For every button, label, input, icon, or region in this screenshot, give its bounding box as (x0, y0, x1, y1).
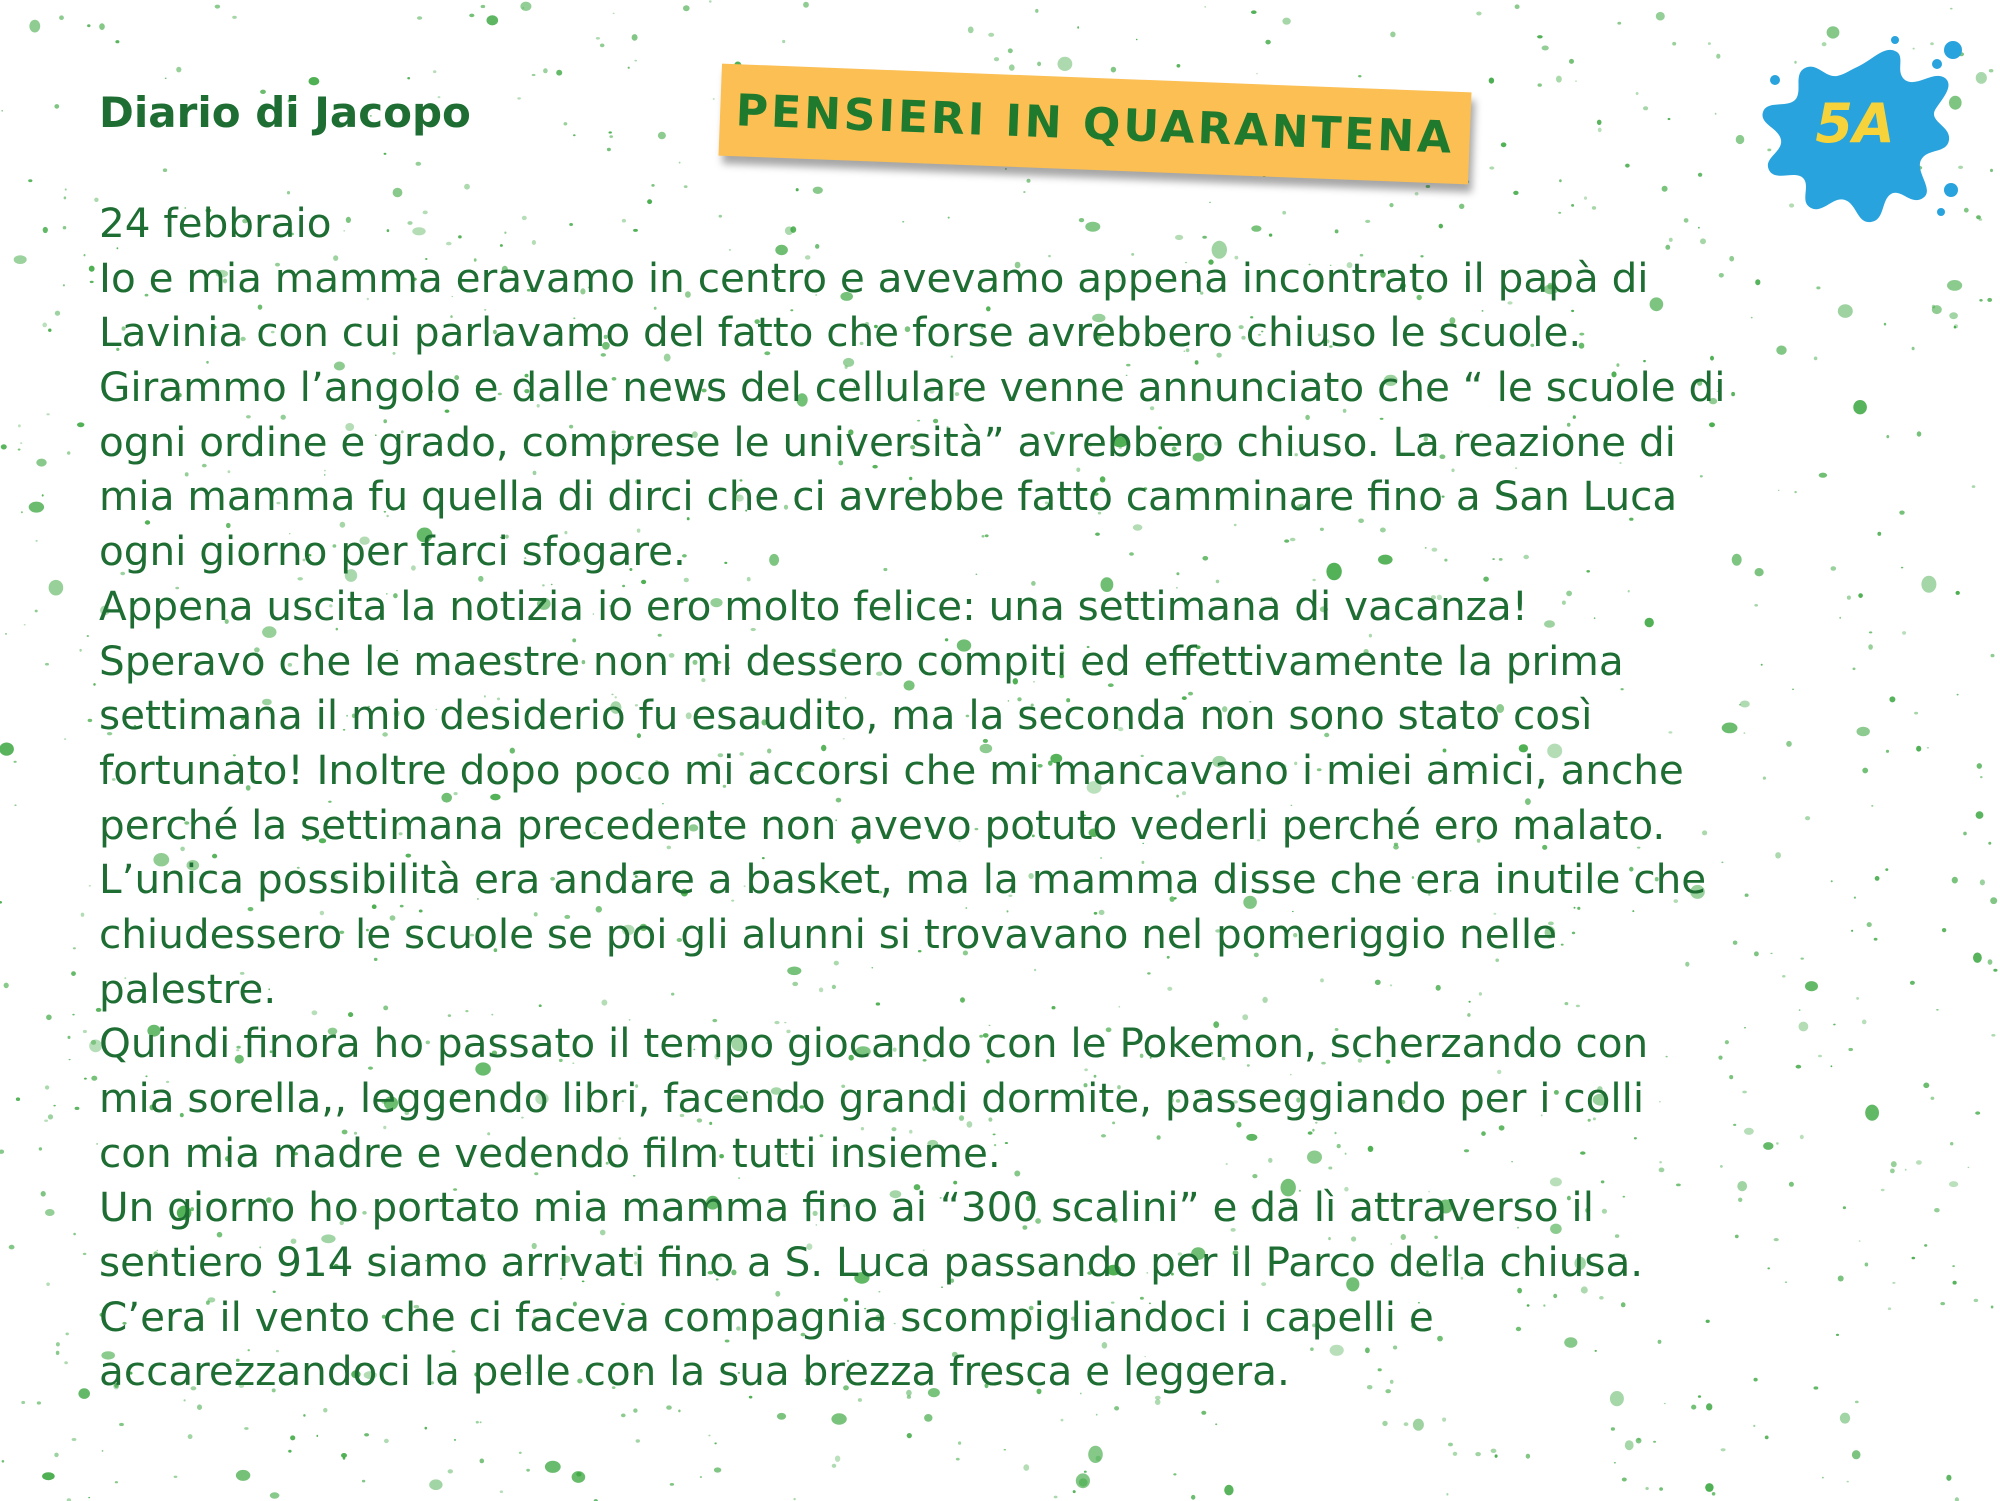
entry-line: fortunato! Inoltre dopo poco mi accorsi che mi mancavano i miei amici, anche (99, 745, 1684, 794)
class-label: 5A (1815, 92, 1895, 155)
diary-title: Diario di Jacopo (99, 88, 471, 137)
quarantine-banner (719, 64, 1472, 185)
entry-line: chiudessero le scuole se poi gli alunni si trovavano nel pomeriggio nelle (99, 909, 1558, 958)
entry-line: settimana il mio desiderio fu esaudito, ma la seconda non sono stato così (99, 691, 1593, 740)
entry-line: Girammo l’angolo e dalle news del cellulare venne annunciato che “ le scuole di (99, 363, 1726, 412)
diary-entry-body (99, 196, 1959, 1399)
entry-line: perché la settimana precedente non avevo potuto vederli perché ero malato. (99, 800, 1666, 849)
entry-line: Io e mia mamma eravamo in centro e avevamo appena incontrato il papà di (99, 253, 1649, 302)
entry-line: con mia madre e vedendo film tutti insieme. (99, 1128, 1001, 1177)
entry-line: L’unica possibilità era andare a basket, ma la mamma disse che era inutile che (99, 855, 1707, 904)
entry-line: mia mamma fu quella di dirci che ci avrebbe fatto camminare fino a San Luca (99, 472, 1678, 521)
entry-line: sentiero 914 siamo arrivati fino a S. Luca passando per il Parco della chiusa. (99, 1238, 1644, 1287)
entry-line: ogni giorno per farci sfogare. (99, 527, 686, 576)
entry-date: 24 febbraio (99, 199, 332, 247)
entry-line: C’era il vento che ci faceva compagnia scompigliandoci i capelli e (99, 1292, 1434, 1341)
entry-line: Appena uscita la notizia io ero molto felice: una settimana di vacanza! (99, 581, 1528, 630)
entry-line: Lavinia con cui parlavamo del fatto che forse avrebbero chiuso le scuole. (99, 308, 1582, 357)
entry-line: Un giorno ho portato mia mamma fino ai “300 scalini” e da lì attraverso il (99, 1183, 1594, 1232)
entry-line: ogni ordine e grado, comprese le università” avrebbero chiuso. La reazione di (99, 417, 1676, 466)
banner-text: PENSIERI IN QUARANTENA (734, 84, 1456, 164)
entry-line: accarezzandoci la pelle con la sua brezza fresca e leggera. (99, 1347, 1290, 1396)
entry-line: mia sorella,, leggendo libri, facendo grandi dormite, passeggiando per i colli (99, 1074, 1645, 1122)
entry-line: Quindi finora ho passato il tempo giocando con le Pokemon, scherzando con (99, 1019, 1649, 1068)
entry-line: Speravo che le maestre non mi dessero compiti ed effettivamente la prima (99, 636, 1624, 685)
entry-line: palestre. (99, 964, 277, 1013)
